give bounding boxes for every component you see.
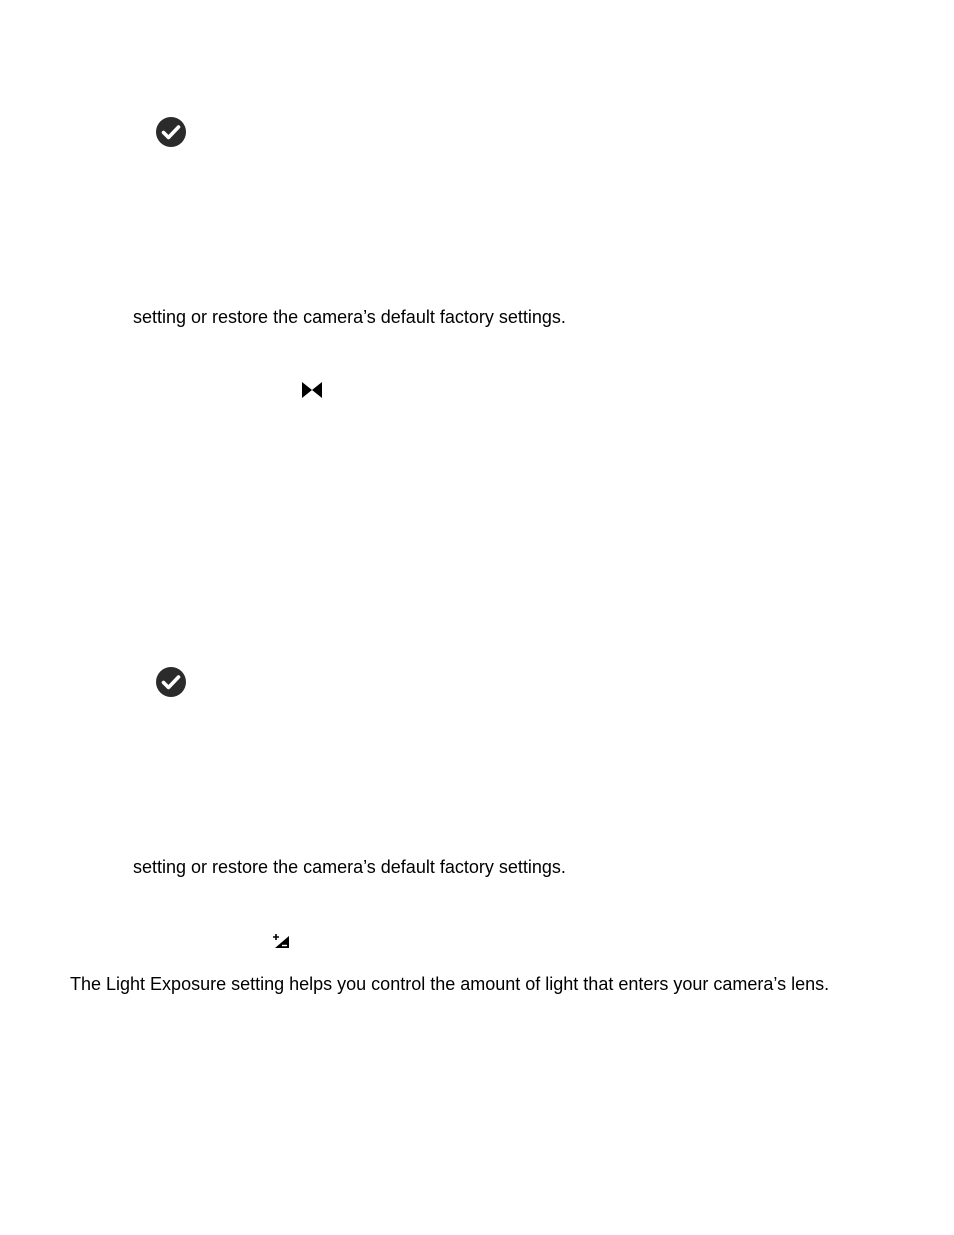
exposure-compensation-icon xyxy=(272,933,290,949)
check-circle-icon xyxy=(155,666,187,698)
body-text-line: setting or restore the camera’s default factory settings. xyxy=(133,307,566,327)
bowtie-icon xyxy=(302,382,322,398)
body-text-paragraph: The Light Exposure setting helps you control the amount of light that enters your camera’s lens. xyxy=(70,974,830,994)
body-text-line: setting or restore the camera’s default factory settings. xyxy=(133,857,566,877)
check-circle-icon xyxy=(155,116,187,148)
